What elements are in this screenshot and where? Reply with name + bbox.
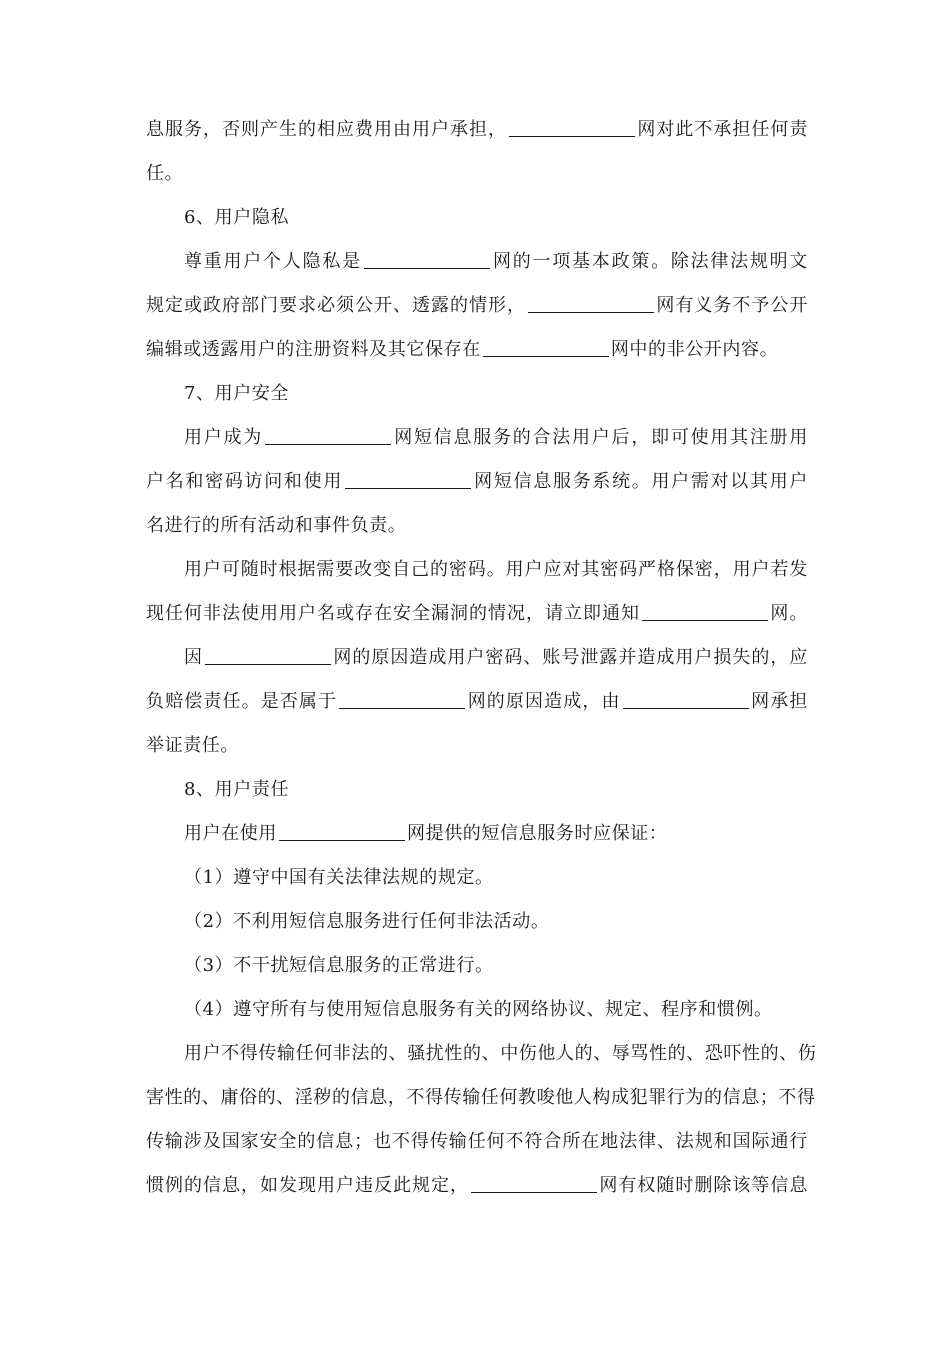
- text-run: 传输涉及国家安全的信息；也不得传输任何不符合所在地法律、法规和国际通行: [146, 1131, 808, 1152]
- text-run: 息服务，否则产生的相应费用由用户承担，: [146, 119, 507, 140]
- text-run: 惯例的信息，如发现用户违反此规定，: [146, 1175, 469, 1196]
- text-run: 规定或政府部门要求必须公开、透露的情形，: [146, 295, 526, 316]
- list-item-text: （1）遵守中国有关法律法规的规定。: [184, 867, 494, 888]
- list-item: [146, 988, 808, 1032]
- paragraph-line: [146, 1164, 808, 1208]
- paragraph-line: [146, 1076, 816, 1120]
- paragraph-line: [146, 636, 808, 680]
- text-run: 网短信息服务系统。用户需对以其用户: [473, 471, 809, 492]
- blank-underline: [509, 118, 635, 137]
- text-run: 任。: [146, 163, 184, 184]
- list-item: [146, 944, 808, 988]
- text-run: 举证责任。: [146, 735, 239, 756]
- text-run: 用户可随时根据需要改变自己的密码。用户应对其密码严格保密，用户若发: [184, 559, 808, 580]
- blank-underline: [528, 294, 654, 313]
- text-run: 负赔偿责任。是否属于: [146, 691, 338, 712]
- blank-underline: [483, 338, 609, 357]
- paragraph-line: [146, 240, 808, 284]
- blank-underline: [642, 602, 768, 621]
- text-run: 网中的非公开内容。: [610, 339, 779, 360]
- blank-underline: [339, 690, 465, 709]
- heading-text: 6、用户隐私: [184, 207, 290, 228]
- section-heading-7: [146, 372, 808, 416]
- list-item: [146, 856, 808, 900]
- paragraph-line: [146, 504, 808, 548]
- paragraph-line: [146, 152, 808, 196]
- text-run: 网的一项基本政策。除法律法规明文: [491, 251, 808, 272]
- heading-text: 8、用户责任: [184, 779, 290, 800]
- paragraph-line: [146, 812, 808, 856]
- text-run: 网提供的短信息服务时应保证：: [407, 823, 668, 844]
- paragraph-line: [146, 1120, 808, 1164]
- text-run: 网的原因造成，由: [467, 691, 621, 712]
- text-run: 用户成为: [184, 427, 264, 448]
- blank-underline: [279, 822, 405, 841]
- paragraph-line: [146, 284, 808, 328]
- blank-underline: [265, 426, 391, 445]
- text-run: 网对此不承担任何责: [637, 119, 808, 140]
- blank-underline: [205, 646, 331, 665]
- paragraph-line: [146, 416, 808, 460]
- text-run: 编辑或透露用户的注册资料及其它保存在: [146, 339, 481, 360]
- list-item-text: （4）遵守所有与使用短信息服务有关的网络协议、规定、程序和惯例。: [184, 999, 773, 1020]
- heading-text: 7、用户安全: [184, 383, 290, 404]
- blank-underline: [471, 1174, 597, 1193]
- text-run: 用户在使用: [184, 823, 277, 844]
- paragraph-line: [146, 592, 808, 636]
- paragraph-line: [146, 460, 808, 504]
- paragraph-line: [146, 724, 808, 768]
- blank-underline: [345, 470, 471, 489]
- text-run: 网承担: [750, 691, 808, 712]
- text-run: 网短信息服务的合法用户后，即可使用其注册用: [393, 427, 808, 448]
- text-run: 网有义务不予公开: [656, 295, 808, 316]
- list-item-text: （2）不利用短信息服务进行任何非法活动。: [184, 911, 550, 932]
- document-page: [146, 108, 817, 1208]
- paragraph-line: [146, 328, 808, 372]
- list-item-text: （3）不干扰短信息服务的正常进行。: [184, 955, 494, 976]
- text-run: 现任何非法使用用户名或存在安全漏洞的情况，请立即通知: [146, 603, 640, 624]
- text-run: 因: [184, 647, 203, 668]
- paragraph-line: [146, 108, 808, 152]
- text-run: 用户不得传输任何非法的、骚扰性的、中伤他人的、辱骂性的、恐吓性的、伤: [184, 1043, 817, 1064]
- blank-underline: [364, 250, 490, 269]
- text-run: 尊重用户个人隐私是: [184, 251, 362, 272]
- text-run: 网有权随时删除该等信息: [599, 1175, 808, 1196]
- paragraph-line: [146, 1032, 817, 1076]
- text-run: 网。: [770, 603, 808, 624]
- text-run: 害性的、庸俗的、淫秽的信息，不得传输任何教唆他人构成犯罪行为的信息；不得: [146, 1087, 816, 1108]
- paragraph-line: [146, 680, 808, 724]
- list-item: [146, 900, 808, 944]
- text-run: 户名和密码访问和使用: [146, 471, 344, 492]
- text-run: 名进行的所有活动和事件负责。: [146, 515, 407, 536]
- section-heading-8: [146, 768, 808, 812]
- paragraph-line: [146, 548, 808, 592]
- text-run: 网的原因造成用户密码、账号泄露并造成用户损失的，应: [333, 647, 808, 668]
- section-heading-6: [146, 196, 808, 240]
- blank-underline: [623, 690, 749, 709]
